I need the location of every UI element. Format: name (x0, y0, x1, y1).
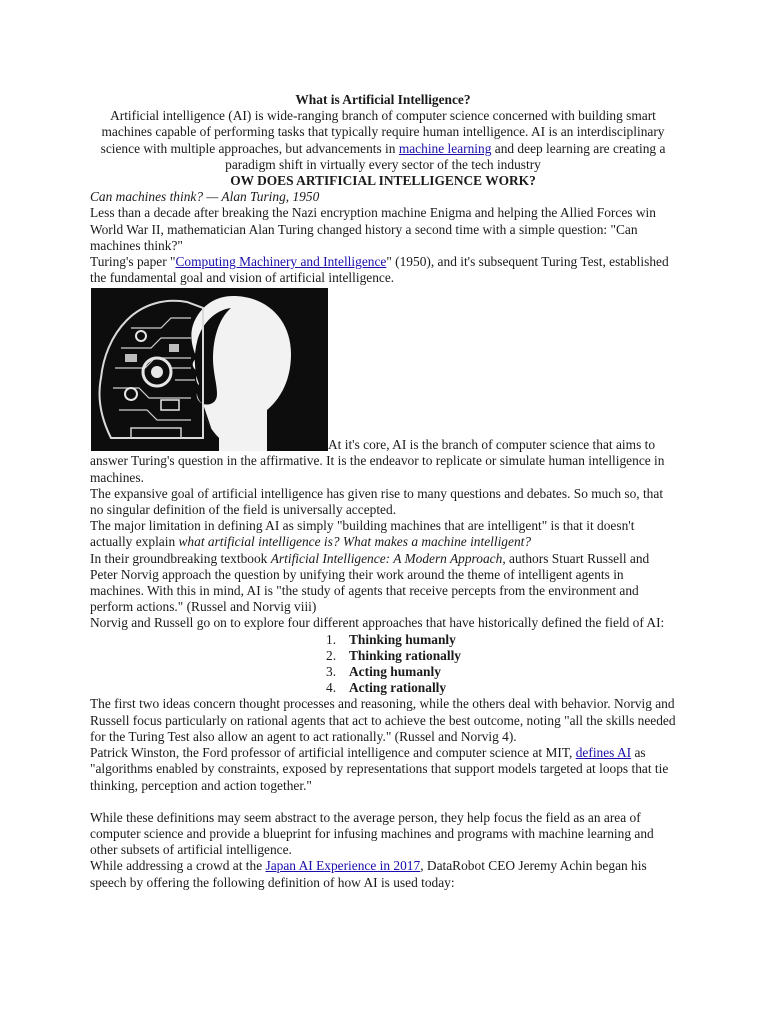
abstract-paragraph: While these definitions may seem abstract to the average person, they help focus the field as an area of computer science and provide a blueprint for infusing machines and programs with machine learning and other subsets of artificial intelligence. (90, 809, 654, 858)
japan-text-2: , DataRobot CEO Jeremy Achin began his speech by offering the following definition of how AI is used today: (90, 858, 647, 890)
ai-head-illustration (91, 288, 328, 451)
turing-quote: Can machines think? — Alan Turing, 1950 (90, 189, 320, 205)
core-paragraph: answer Turing's question in the affirmative. It is the endeavor to replicate or simulate human intelligence in machines. (90, 453, 665, 485)
machine-learning-link[interactable]: machine learning (398, 140, 492, 156)
paragraph-spacer (90, 794, 676, 810)
winston-text-1: Patrick Winston, the Ford professor of artificial intelligence and computer science at MIT, (90, 745, 576, 761)
paper-text-1: Turing's paper " (90, 254, 176, 270)
core-text-first-line: At it's core, AI is the branch of computer science that aims to (328, 437, 656, 453)
list-item (90, 648, 676, 664)
computing-machinery-link[interactable]: Computing Machinery and Intelligence (175, 254, 387, 270)
document-body (90, 92, 676, 891)
limitation-question: what artificial intelligence is? What makes a machine intelligent? (178, 534, 532, 550)
paper-text-2: " (1950), and it's subsequent Turing Test, established the fundamental goal and vision of artificial intelligence. (90, 254, 669, 286)
list-number: 4. (326, 680, 337, 696)
expansive-paragraph: The expansive goal of artificial intelligence has given rise to many questions and debates. So much so, that no singular definition of the field is universally accepted. (90, 485, 664, 518)
list-item (90, 632, 676, 648)
approaches-list (90, 632, 676, 697)
turing-paragraph: Less than a decade after breaking the Nazi encryption machine Enigma and helping the Allied Forces win World War II, mathematician Alan Turing changed history a second time with a simple question: "Can machines think?" (90, 205, 656, 253)
list-label: Acting humanly (349, 664, 441, 680)
paper-paragraph (90, 254, 676, 286)
list-number: 1. (326, 631, 337, 647)
list-item (90, 664, 676, 680)
textbook-text-1: In their groundbreaking textbook (90, 550, 271, 566)
list-number: 2. (326, 647, 337, 663)
limitation-paragraph (90, 518, 676, 550)
list-number: 3. (326, 664, 337, 680)
list-label: Acting rationally (349, 680, 447, 696)
textbook-text-2: , authors Stuart Russell and Peter Norvig approach the question by unifying their work around the theme of intelligent agents in machines. With this in mind, AI is "the study of agents that receive percepts from the environment and perform actions." (Russel and Norvig viii) (90, 550, 650, 615)
figure-row (90, 288, 676, 453)
textbook-title: Artificial Intelligence: A Modern Approach (270, 550, 503, 566)
approaches-paragraph: Norvig and Russell go on to explore four different approaches that have historically defined the field of AI: (90, 615, 665, 631)
intro-text-2: and deep learning are creating a paradigm shift in virtually every sector of the tech industry (225, 140, 666, 172)
japan-ai-experience-link[interactable]: Japan AI Experience in 2017 (265, 858, 421, 874)
winston-paragraph (90, 745, 676, 794)
winston-text-2: as "algorithms enabled by constraints, exposed by representations that support models targeted at loops that tie thinking, perception and action together." (90, 745, 669, 793)
japan-text-1: While addressing a crowd at the (90, 858, 266, 874)
firsttwo-paragraph: The first two ideas concern thought processes and reasoning, while the others deal with behavior. Norvig and Russell focus particularly on rational agents that act to achieve the best outcome, noting "all the skills needed for the Turing Test also allow an agent to act rationally." (Russel and Norvig 4). (90, 696, 676, 744)
limitation-text: The major limitation in defining AI as simply "building machines that are intelligent" is that it doesn't actually explain (90, 518, 635, 550)
textbook-paragraph (90, 551, 676, 616)
intro-paragraph (90, 108, 676, 173)
page-title: What is Artificial Intelligence? (295, 92, 471, 107)
japan-paragraph (90, 858, 676, 890)
list-item (90, 680, 676, 696)
defines-ai-link[interactable]: defines AI (575, 745, 632, 761)
ai-head-image (91, 288, 328, 451)
intro-text-1: Artificial intelligence (AI) is wide-ranging branch of computer science concerned with building smart machines capable of performing tasks that typically require human intelligence. AI is an interdisciplinary science with multiple approaches, but advancements in (100, 108, 665, 156)
section-heading: OW DOES ARTIFICIAL INTELLIGENCE WORK? (230, 173, 536, 189)
list-label: Thinking rationally (349, 647, 461, 663)
list-label: Thinking humanly (349, 631, 456, 647)
